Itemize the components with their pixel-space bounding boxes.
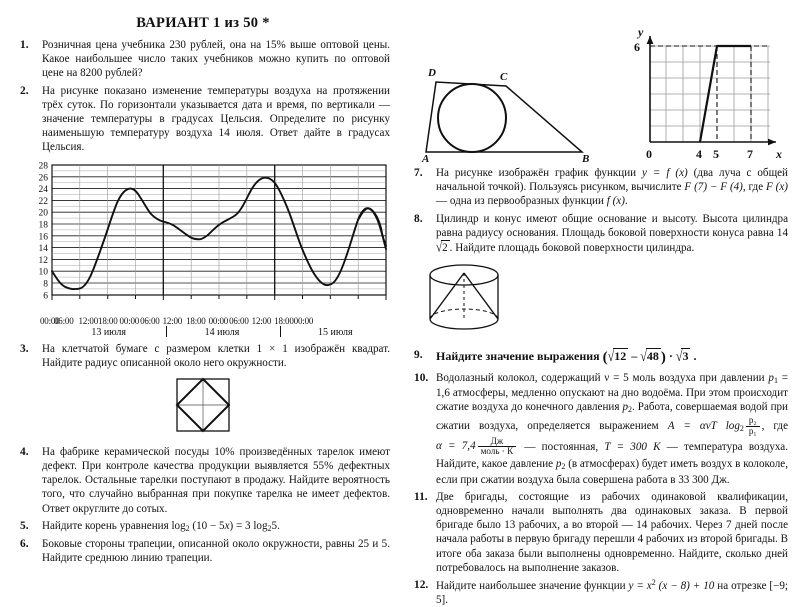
problem-3: [16, 342, 390, 370]
problem-5-number: 5.: [20, 519, 29, 532]
label-A: A: [422, 153, 430, 164]
svg-text:22: 22: [38, 196, 48, 207]
p10-seg1: Водолазный колокол, содержащий ν = 5 моль воздуха при давлении: [436, 371, 769, 384]
p7-f1: y = f (x): [642, 167, 688, 179]
time-label-3: 18:00: [98, 315, 118, 326]
problem-8-text: [436, 212, 788, 256]
svg-text:20: 20: [38, 208, 48, 219]
problem-10-number: 10.: [414, 371, 429, 384]
problem-4-text: На фабрике керамической посуды 10% произведённых тарелок имеют дефект. При контроле качества продукции выявляется 55% дефектных тарелок. Остальные тарелки поступают в продажу. Найдите вероятность того, что случайно выбранная при покупке тарелка не имеет дефектов. Ответ округлите до сотых.: [42, 445, 390, 515]
p10-seg3: . Работа, совершаемая водой при сжатии воздуха, определяется выражением: [436, 401, 788, 432]
p5-sub2: 2: [267, 524, 272, 534]
p8-radicand: 2: [442, 241, 448, 254]
time-label-6: 12:00: [162, 315, 183, 326]
p10-frac-den: p₁: [748, 425, 757, 436]
p9-rad3: 3: [682, 349, 689, 364]
problem-11-number: 11.: [414, 490, 428, 503]
problem-7-number: 7.: [414, 167, 423, 179]
time-label-8: 00:00: [208, 315, 229, 326]
problem-9-number: 9.: [414, 349, 423, 362]
p5-mid: (10 − 5: [189, 519, 225, 532]
right-column: [400, 0, 800, 607]
p12-seg2: на отрезке [−9; 5].: [436, 579, 789, 607]
p9-minus: –: [628, 349, 641, 364]
radical-sign-icon-2: √: [640, 347, 647, 365]
p12-seg1: Найдите наибольшее значение функции: [436, 579, 629, 592]
p9-rad1: 12: [614, 349, 627, 364]
p10-unit-fraction: [478, 437, 517, 458]
chart-day-labels: [52, 327, 392, 338]
p10-seg7: (в атмосферах) будет иметь воздух в колоколе, если при сжатии воздуха была совершена работа в 33 300 Дж.: [436, 458, 788, 486]
p9-dot: ·: [665, 349, 676, 364]
p10-alpha: [436, 435, 518, 457]
xtick-4: 4: [696, 147, 702, 161]
problem-2-text: На рисунке показано изменение температуры воздуха на протяжении трёх суток. По горизонтали указывается дата и время, по вертикали — значение температуры в градусах Цельсия. Определите по рисунку наименьшую температуру воздуха 14 июля. Ответ дайте в градусах Цельсия.: [42, 84, 390, 154]
day-label-2-text: 14 июля: [204, 326, 240, 338]
day-label-2: [165, 327, 278, 338]
p5-sub1: 2: [185, 524, 190, 534]
problem-9: [410, 348, 788, 368]
problem-3-number: 3.: [20, 342, 29, 355]
function-graph-figure: [616, 22, 788, 164]
problem-2: [16, 84, 390, 155]
p10-unit-den: моль · К: [480, 446, 514, 457]
problem-8: [410, 212, 788, 256]
svg-text:18: 18: [38, 220, 48, 230]
problem-12: [410, 578, 788, 607]
label-D: D: [428, 67, 436, 79]
problem-3-text: На клетчатой бумаге с размером клетки 1 × 1 изображён квадрат. Найдите радиус описанной около него окружности.: [42, 342, 390, 369]
p9-seg2: .: [690, 349, 697, 364]
p9-rad2: 48: [646, 349, 659, 364]
problem-6-number: 6.: [20, 538, 29, 551]
p9-seg1: Найдите значение выражения: [436, 349, 603, 364]
time-label-1: 06:00: [54, 315, 74, 326]
problem-7: [410, 166, 788, 209]
problem-12-text: [436, 578, 788, 607]
temperature-chart: [24, 159, 390, 338]
p10-p2b: p: [555, 458, 562, 471]
radical-sign-icon-1: √: [607, 347, 615, 365]
day-label-1: [52, 327, 165, 338]
p5-var: x: [224, 519, 230, 532]
svg-text:8: 8: [43, 279, 48, 289]
p9-expression: [602, 347, 691, 366]
top-figures-row: [410, 12, 788, 164]
time-label-9: 06:00: [229, 315, 249, 326]
svg-text:28: 28: [38, 161, 48, 171]
svg-text:24: 24: [38, 184, 48, 195]
xtick-0: 0: [646, 147, 652, 161]
time-label-4: 00:00: [119, 315, 140, 326]
page-title: ВАРИАНТ 1 из 50 *: [136, 15, 270, 31]
p10-p1-sub: 1: [773, 376, 778, 386]
radical-sign-icon-3: √: [675, 347, 683, 365]
p12-fn-y: y = x: [628, 579, 652, 592]
day-label-3: [279, 327, 392, 338]
day-label-3-text: 15 июля: [317, 326, 353, 338]
time-label-2: 12:00: [78, 315, 99, 326]
problem-8-number: 8.: [414, 212, 423, 225]
p10-p2b-sub: 2: [561, 462, 566, 472]
p7-seg5: .: [624, 195, 628, 208]
ytick-6: 6: [634, 40, 640, 54]
svg-text:6: 6: [43, 290, 48, 301]
xtick-7: 7: [747, 147, 753, 161]
cylinder-cone-figure-container: [416, 259, 788, 344]
p10-temp: T = 300 К: [604, 440, 661, 453]
problem-4: [16, 445, 390, 516]
problem-6-text: Боковые стороны трапеции, описанной около окружности, равны 25 и 5. Найдите среднюю линию трапеции.: [42, 538, 390, 565]
svg-text:10: 10: [38, 267, 48, 278]
problem-10: [410, 371, 788, 487]
p5-mid2: ) = 3 log: [229, 519, 268, 532]
p10-p1: p: [768, 371, 774, 384]
problem-5-text: [42, 519, 390, 534]
problem-6: [16, 537, 390, 565]
p10-alpha-eq: α = 7,4: [436, 440, 476, 453]
p7-f2: F (7) − F (4): [684, 181, 743, 194]
p10-seg6: — температура воздуха. Найдите, какое давление: [436, 440, 788, 471]
open-paren: (: [602, 349, 608, 366]
p10-formula-A-text: A = ανT log: [667, 419, 740, 432]
p5-tail: 5.: [271, 519, 280, 532]
problem-4-number: 4.: [20, 445, 29, 458]
p10-formula-A-sub: 2: [739, 424, 744, 434]
label-C: C: [500, 71, 508, 83]
p10-p2-sub: 2: [628, 405, 632, 415]
p10-frac-num: p₂: [746, 416, 760, 427]
time-label-10: 12:00: [251, 315, 272, 326]
time-label-5: 06:00: [140, 315, 160, 326]
x-axis-label: x: [776, 147, 782, 161]
xtick-5: 5: [713, 147, 719, 161]
label-B: B: [582, 153, 590, 164]
problem-5: [16, 519, 390, 534]
p8-radical: [436, 242, 450, 254]
p12-fn-sup: 2: [651, 577, 656, 587]
p7-seg4: — одна из первообразных функции: [436, 195, 607, 208]
problem-2-number: 2.: [20, 84, 29, 97]
time-label-12: 00:00: [293, 315, 314, 326]
svg-text:14: 14: [38, 243, 48, 254]
svg-text:12: 12: [38, 255, 48, 266]
temperature-chart-svg: [24, 159, 392, 311]
y-axis-label: y: [638, 25, 644, 39]
left-column: [0, 0, 400, 566]
p10-pressure-ratio: [746, 416, 760, 437]
time-label-11: 18:00: [274, 315, 294, 326]
close-paren: ): [660, 349, 666, 366]
problem-11-text: Две бригады, состоящие из рабочих одинаковой квалификации, одновременно начали выполнять два одинаковых заказа. В первой бригаде было 13 рабочих, а во второй — 14 рабочих. Через 7 дней после начала работы в первую бригаду перешли 4 рабочих из второй бригады. В итоге оба заказа были выполнены одновременно. Найдите, сколько дней потребовалось на выполнение заказов.: [436, 490, 788, 574]
cylinder-with-inscribed-cone-figure: [416, 259, 512, 339]
problem-1-number: 1.: [20, 39, 29, 51]
p10-unit-num: Дж: [478, 437, 517, 448]
problem-7-text: [436, 166, 788, 209]
chart-time-labels: 00:00 06:00 12:00 18:00 00:00 06:00 12:00 18:00 00:00 06:00 12:00 18:00 00:00: [40, 315, 314, 326]
problem-9-text: [436, 348, 788, 368]
p8-seg1: Цилиндр и конус имеют общие основание и высоту. Высота цилиндра равна радиусу основания. Площадь боковой поверхности конуса равна 14: [436, 212, 788, 239]
problem-11: [410, 490, 788, 575]
svg-text:16: 16: [38, 231, 48, 242]
p10-seg2: = 1,6 атмосферы, медленно опускают на дно водоёма. При этом происходит сжатие воздуха до конечного давления: [436, 371, 788, 414]
square-with-inscribed-diamond-icon: [172, 376, 234, 434]
p7-f4: f (x): [606, 195, 625, 208]
p12-fn-rest: (x − 8) + 10: [655, 579, 715, 592]
p7-f3: F (x): [766, 181, 788, 194]
svg-text:26: 26: [38, 172, 48, 183]
time-label-7: 18:00: [186, 315, 206, 326]
p10-formula-A: [667, 414, 762, 436]
radical-sign-icon: √: [436, 240, 443, 256]
problem-12-number: 12.: [414, 578, 429, 591]
p10-seg4: , где: [761, 419, 788, 432]
trapezoid-with-inscribed-circle-figure: [410, 60, 590, 164]
day-label-1-text: 13 июля: [91, 326, 126, 338]
p8-seg2: . Найдите площадь боковой поверхности цилиндра.: [449, 241, 695, 254]
p10-seg5: — постоянная,: [518, 440, 605, 453]
p5-prefix: Найдите корень уравнения log: [42, 519, 186, 532]
problem-10-text: [436, 371, 788, 487]
p7-seg3: , где: [742, 181, 767, 194]
problem-1-text: Розничная цена учебника 230 рублей, она на 15% выше оптовой цены. Какое наибольшее число таких учебников можно купить по оптовой цене на 8200 рублей?: [42, 39, 390, 80]
p10-p2: p: [622, 401, 628, 414]
square-figure-container: [16, 376, 390, 439]
problem-1: [16, 38, 390, 81]
p7-seg2: (два луча с общей начальной точкой). Пользуясь рисунком, вычислите: [436, 167, 788, 194]
p7-seg1: На рисунке изображён график функции: [436, 167, 643, 179]
